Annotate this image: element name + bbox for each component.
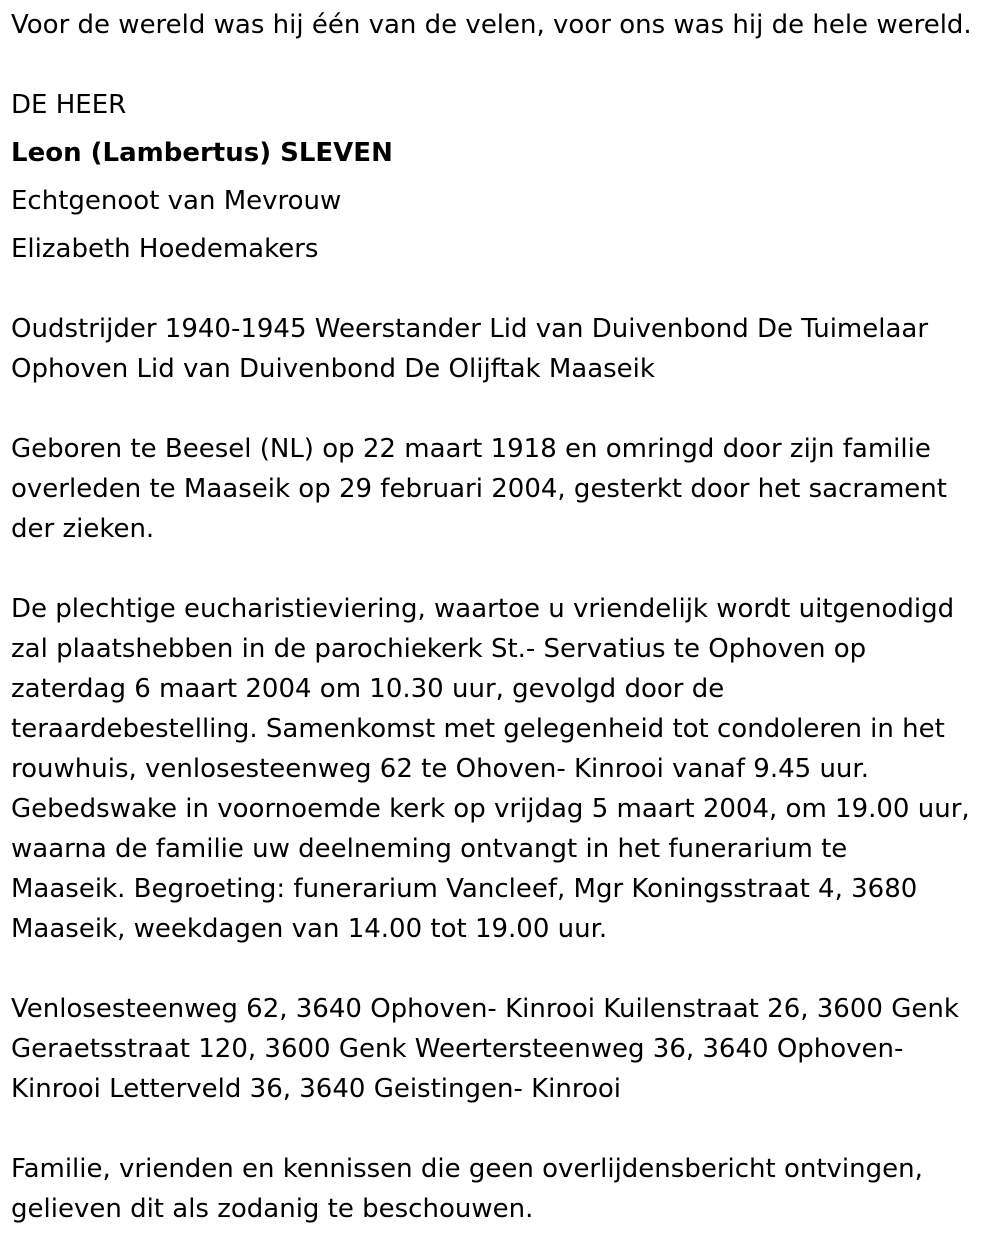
address-line: Geraetsstraat 120, 3600 Genk Weertersteenweg 36, 3640 Ophoven- (11, 1034, 904, 1064)
ceremony-line: zal plaatshebben in de parochiekerk St.- Servatius te Ophoven op (11, 634, 867, 664)
ceremony-line: De plechtige eucharistieviering, waartoe u vriendelijk wordt uitgenodigd (11, 594, 955, 624)
ceremony-line: waarna de familie uw deelneming ontvangt in het funerarium te (11, 834, 848, 864)
membership-line: Oudstrijder 1940-1945 Weerstander Lid van Duivenbond De Tuimelaar (11, 314, 929, 344)
ceremony-line: zaterdag 6 maart 2004 om 10.30 uur, gevolgd door de (11, 674, 725, 704)
ceremony-line: Gebedswake in voornoemde kerk op vrijdag 5 maart 2004, om 19.00 uur, (11, 794, 970, 824)
quote: Voor de wereld was hij één van de velen, voor ons was hij de hele wereld. (11, 10, 972, 40)
birth-death-line: overleden te Maaseik op 29 februari 2004, gesterkt door het sacrament (11, 474, 947, 504)
ceremony-line: Maaseik. Begroeting: funerarium Vancleef, Mgr Koningsstraat 4, 3680 (11, 874, 918, 904)
honorific-title: DE HEER (11, 90, 127, 120)
birth-death-line: Geboren te Beesel (NL) op 22 maart 1918 en omringd door zijn familie (11, 434, 931, 464)
spouse-line: Echtgenoot van Mevrouw (11, 186, 342, 216)
address-line: Venlosesteenweg 62, 3640 Ophoven- Kinrooi Kuilenstraat 26, 3600 Genk (11, 994, 959, 1024)
birth-death-line: der zieken. (11, 514, 155, 544)
closing-line: Familie, vrienden en kennissen die geen overlijdensbericht ontvingen, (11, 1154, 923, 1184)
closing-line: gelieven dit als zodanig te beschouwen. (11, 1194, 534, 1224)
ceremony-line: rouwhuis, venlosesteenweg 62 te Ohoven- Kinrooi vanaf 9.45 uur. (11, 754, 869, 784)
spouse-line: Elizabeth Hoedemakers (11, 234, 319, 264)
address-line: Kinrooi Letterveld 36, 3640 Geistingen- Kinrooi (11, 1074, 622, 1104)
ceremony-line: teraardebestelling. Samenkomst met gelegenheid tot condoleren in het (11, 714, 945, 744)
ceremony-line: Maaseik, weekdagen van 14.00 tot 19.00 uur. (11, 914, 608, 944)
membership-line: Ophoven Lid van Duivenbond De Olijftak Maaseik (11, 354, 655, 384)
deceased-name: Leon (Lambertus) SLEVEN (11, 138, 393, 168)
